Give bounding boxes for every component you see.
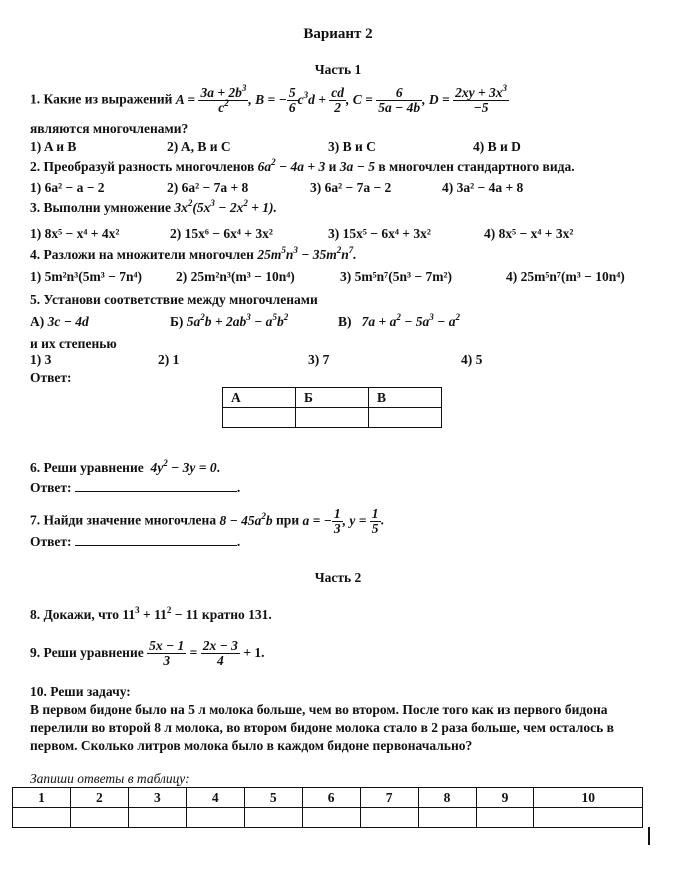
q10-line-1: В первом бидоне было на 5 л молока больше, чем во втором. После того как из первого бидона: [30, 702, 608, 717]
q5-answer-cell-b[interactable]: [296, 408, 369, 428]
answers-header-6: 6: [302, 788, 360, 808]
q1-option-3: 3) B и C: [328, 139, 376, 154]
q1-expressions: A = $\frac{3a + 2b^3}{c^2}$ , B = − $\frac{5}{6}$ $c^3d$ + $\frac{cd}{2}$ , C = $\frac{6}{5a - 4b}$ , D = $\frac{2xy + 3x^3}{-5}$: [175, 83, 508, 115]
q1-option-2: 2) A, B и C: [167, 139, 231, 154]
q5-mid: и их степенью: [30, 336, 117, 351]
q3-option-3: 3) 15x⁵ − 6x⁴ + 3x²: [328, 226, 431, 241]
answers-header-8: 8: [418, 788, 476, 808]
answers-cell-9[interactable]: [476, 808, 534, 828]
q5-degree-4: 4) 5: [461, 352, 483, 367]
part1-title: Часть 1: [314, 62, 362, 77]
answers-cell-8[interactable]: [418, 808, 476, 828]
answers-header-10: 10: [534, 788, 643, 808]
q5-table-header-a: А: [223, 388, 296, 408]
answers-header-9: 9: [476, 788, 534, 808]
q5-table-header-b: Б: [296, 388, 369, 408]
answers-table: [12, 787, 643, 828]
answers-cell-1[interactable]: [13, 808, 71, 828]
q1-option-1: 1) A и B: [30, 139, 77, 154]
q5-poly-b: Б) $5a^2b + 2ab^3 - a^5b^2$: [170, 312, 289, 329]
q4-option-4: 4) 25m⁵n⁷(m³ − 10n⁴): [506, 269, 625, 284]
q5-answer-cell-v[interactable]: [369, 408, 442, 428]
q2-option-1: 1) 6a² − a − 2: [30, 180, 105, 195]
q5-poly-v: В) $7a + a^2 - 5a^3 - a^2$: [338, 312, 460, 329]
variant-title: Вариант 2: [303, 26, 373, 42]
answers-cell-5[interactable]: [244, 808, 302, 828]
q3-statement: 3. Выполни умножение $3x^2(5x^3 - 2x^2 + 1)$.: [30, 198, 277, 215]
answers-cell-3[interactable]: [128, 808, 186, 828]
answers-header-2: 2: [70, 788, 128, 808]
q9-statement: 9. Реши уравнение $\frac{5x - 1}{3}$ = $\frac{2x - 3}{4}$ + 1.: [30, 638, 265, 669]
q10-lead: 10. Реши задачу:: [30, 684, 131, 699]
q3-option-1: 1) 8x⁵ − x⁴ + 4x²: [30, 226, 120, 241]
q2-statement: 2. Преобразуй разность многочленов $6a^2 - 4a + 3$ и 3a − 5 в многочлен стандартного вида.: [30, 157, 575, 174]
q5-statement: 5. Установи соответствие между многочленами: [30, 292, 318, 307]
answers-header-7: 7: [360, 788, 418, 808]
q5-answer-cell-a[interactable]: [223, 408, 296, 428]
q7-answer: Ответ: .: [30, 534, 241, 549]
page-edge-mark: [648, 827, 650, 845]
q5-degree-1: 1) 3: [30, 352, 52, 367]
q3-option-2: 2) 15x⁶ − 6x⁴ + 3x²: [170, 226, 273, 241]
q3-option-4: 4) 8x⁵ − x⁴ + 3x²: [484, 226, 574, 241]
q10-line-3: первом. Сколько литров молока было в каждом бидоне первоначально?: [30, 738, 473, 753]
q10-line-2: перелили во второй 8 л молока, во втором бидоне молока стало в 2 раза больше, чем осталось в: [30, 720, 614, 735]
part2-title: Часть 2: [314, 570, 362, 585]
answers-label: Запиши ответы в таблицу:: [30, 771, 190, 786]
q6-answer: Ответ: .: [30, 480, 241, 495]
q5-poly-a: А) 3c − 4d: [30, 314, 89, 329]
q2-option-3: 3) 6a² − 7a − 2: [310, 180, 392, 195]
q1-statement: [30, 83, 509, 115]
q5-degree-2: 2) 1: [158, 352, 180, 367]
answers-header-5: 5: [244, 788, 302, 808]
answers-cell-6[interactable]: [302, 808, 360, 828]
q8-statement: 8. Докажи, что $11^3 + 11^2 - 11$ кратно 131.: [30, 605, 272, 622]
q2-option-2: 2) 6a² − 7a + 8: [167, 180, 249, 195]
q4-option-2: 2) 25m²n³(m³ − 10n⁴): [176, 269, 295, 284]
answers-header-4: 4: [186, 788, 244, 808]
q4-option-1: 1) 5m²n³(5m³ − 7n⁴): [30, 269, 143, 284]
q2-option-4: 4) 3a² − 4a + 8: [442, 180, 524, 195]
answers-cell-10[interactable]: [534, 808, 643, 828]
q1-option-4: 4) B и D: [473, 139, 521, 154]
answers-header-1: 1: [13, 788, 71, 808]
q6-answer-blank[interactable]: [75, 479, 237, 492]
q5-answer-table: [222, 387, 442, 428]
q1-lead: 1. Какие из выражений: [30, 91, 173, 107]
answers-cell-7[interactable]: [360, 808, 418, 828]
answers-cell-4[interactable]: [186, 808, 244, 828]
q4-option-3: 3) 5m⁵n⁷(5n³ − 7m²): [340, 269, 453, 284]
q7-answer-blank[interactable]: [75, 533, 237, 546]
answers-cell-2[interactable]: [70, 808, 128, 828]
q5-answer-label: Ответ:: [30, 370, 72, 385]
q5-degree-3: 3) 7: [308, 352, 330, 367]
q1-tail: являются многочленами?: [30, 121, 189, 136]
answers-header-3: 3: [128, 788, 186, 808]
q6-statement: 6. Реши уравнение $4y^2 - 3y = 0$.: [30, 458, 220, 475]
q4-statement: 4. Разложи на множители многочлен $25m^5n^3 - 35m^2n^7$.: [30, 245, 357, 262]
q7-statement: 7. Найди значение многочлена $8 - 45a^2b$ при a = − $\frac{1}{3}$ , y = $\frac{1}{5}$ .: [30, 506, 384, 536]
q5-table-header-v: В: [369, 388, 442, 408]
